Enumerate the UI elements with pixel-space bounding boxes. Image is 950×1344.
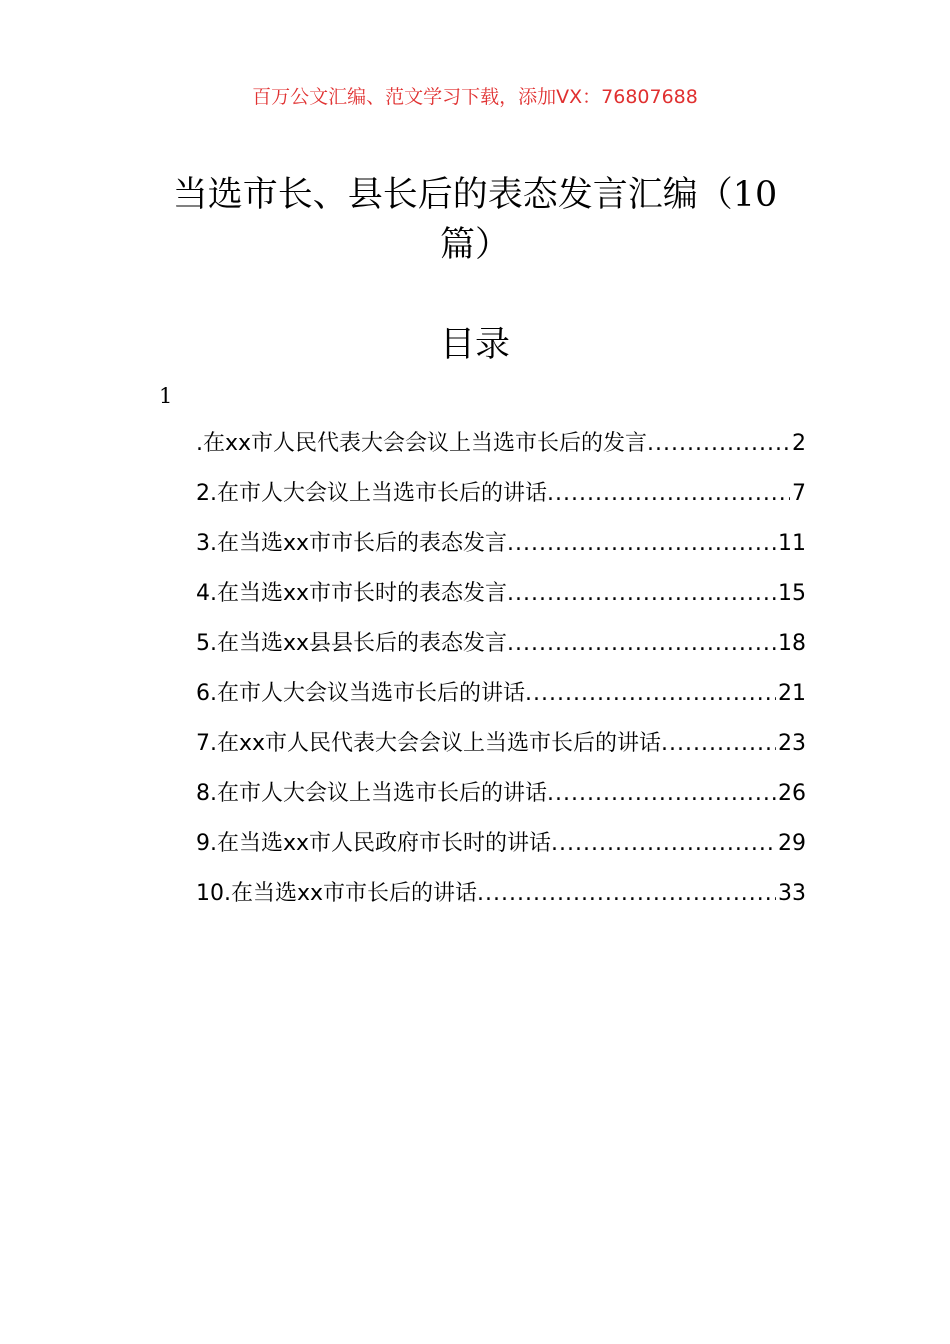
title-part-1: 当选市长、县长后的表态发言汇编（ <box>172 175 733 215</box>
toc-item-page: 26 <box>778 781 806 806</box>
toc-leader-dots <box>551 824 776 864</box>
toc-item-1[interactable] <box>196 424 806 474</box>
toc-item-page: 21 <box>778 681 806 706</box>
toc-leader-dots <box>507 624 776 664</box>
toc-item-text: 3.在当选xx市市长后的表态发言 <box>196 531 508 556</box>
toc-item-page: 18 <box>778 631 806 656</box>
toc-leader-dots <box>547 474 790 514</box>
title-count: 10 <box>732 175 778 215</box>
toc-item-page: 7 <box>792 481 806 506</box>
toc-item-9[interactable] <box>196 824 806 874</box>
toc-item-text: 7.在xx市人民代表大会会议上当选市长后的讲话 <box>196 731 662 756</box>
toc-item-text: 8.在市人大会议上当选市长后的讲话 <box>196 781 547 806</box>
toc-item-text: 5.在当选xx县县长后的表态发言 <box>196 631 508 656</box>
toc-leader-dots <box>647 424 790 464</box>
toc-leader-dots <box>507 574 776 614</box>
title-part-2: 篇） <box>439 225 510 265</box>
toc-item-8[interactable] <box>196 774 806 824</box>
toc-item-text: 2.在市人大会议上当选市长后的讲话 <box>196 481 547 506</box>
toc-item-3[interactable] <box>196 524 806 574</box>
toc-heading: 目录 <box>439 325 510 365</box>
toc-item-2[interactable] <box>196 474 806 524</box>
toc-item-page: 29 <box>778 831 806 856</box>
toc-item-6[interactable] <box>196 674 806 724</box>
toc-item-page: 15 <box>778 581 806 606</box>
toc-item-text: 10.在当选xx市市长后的讲话 <box>196 881 478 906</box>
toc-item-page: 23 <box>778 731 806 756</box>
toc-item-text: 4.在当选xx市市长时的表态发言 <box>196 581 508 606</box>
toc-item-page: 2 <box>792 431 806 456</box>
toc-leader-dots <box>477 874 776 914</box>
stray-number: 1 <box>159 384 173 408</box>
toc-item-4[interactable] <box>196 574 806 624</box>
toc-leader-dots <box>525 674 776 714</box>
toc-leader-dots <box>547 774 776 814</box>
toc-item-7[interactable] <box>196 724 806 774</box>
toc-item-5[interactable] <box>196 624 806 674</box>
toc-leader-dots <box>661 724 776 764</box>
toc-item-page: 11 <box>778 531 806 556</box>
toc-item-page: 33 <box>778 881 806 906</box>
toc-item-text: 6.在市人大会议当选市长后的讲话 <box>196 681 525 706</box>
header-note: 百万公文汇编、范文学习下载，添加VX：76807688 <box>252 86 698 108</box>
document-title <box>150 170 800 270</box>
toc-list <box>196 424 806 924</box>
toc-item-text: 9.在当选xx市人民政府市长时的讲话 <box>196 831 552 856</box>
toc-leader-dots <box>507 524 776 564</box>
toc-item-text: .在xx市人民代表大会会议上当选市长后的发言 <box>196 431 648 456</box>
toc-item-10[interactable] <box>196 874 806 924</box>
